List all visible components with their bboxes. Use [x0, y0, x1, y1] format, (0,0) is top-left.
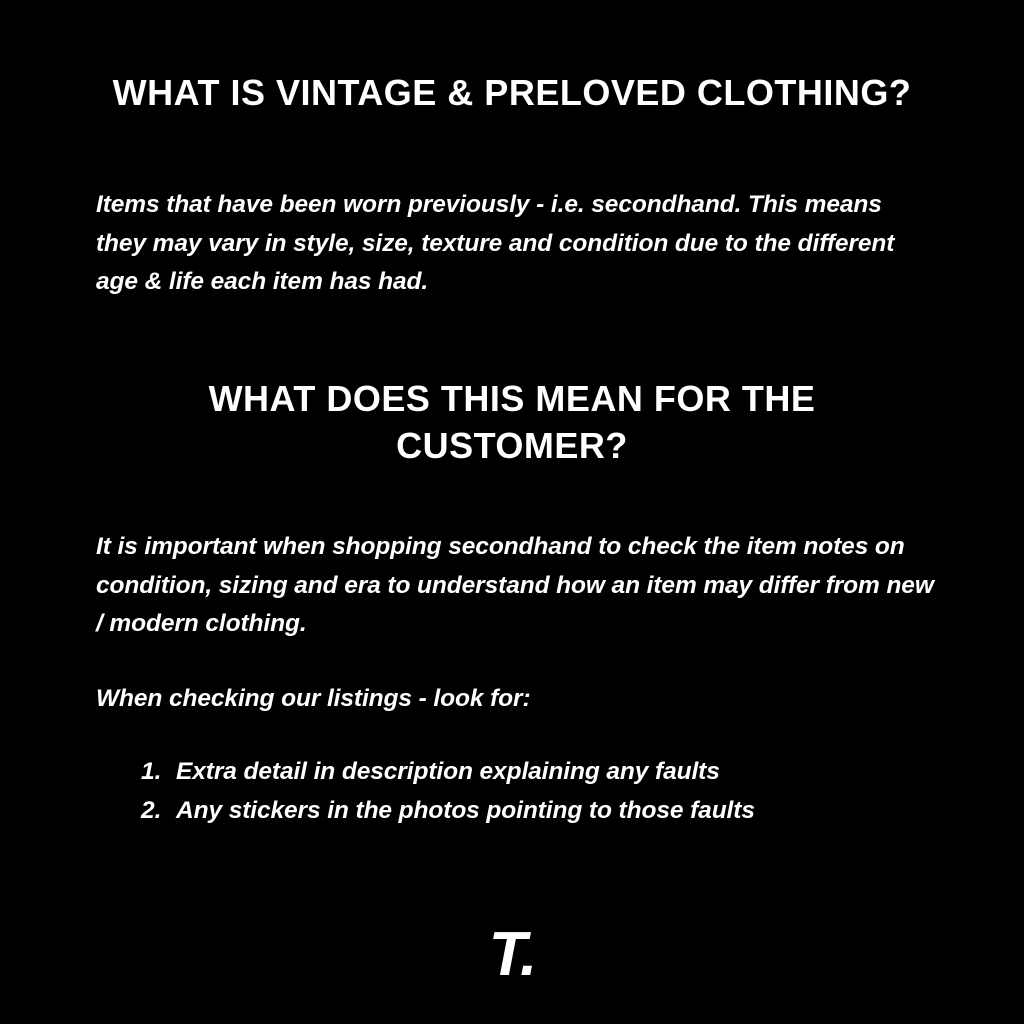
paragraph-vintage-definition: Items that have been worn previously - i.e. secondhand. This means they may vary in style, size, texture and condition due to the different age & life each item has had. — [96, 191, 895, 296]
paragraph-customer-advice: It is important when shopping secondhand to check the item notes on condition, sizing and era to understand how an item may differ from new / modern clothing. — [96, 533, 934, 638]
paragraph-look-for: When checking our listings - look for: — [96, 685, 531, 712]
checklist — [122, 752, 988, 830]
heading-what-is-vintage: WHAT IS VINTAGE & PRELOVED CLOTHING? — [112, 72, 912, 113]
brand-logo: T. — [488, 920, 536, 989]
list-item: 1. Extra detail in description explaining any faults — [168, 752, 988, 791]
list-item: 2. Any stickers in the photos pointing to those faults — [168, 791, 988, 830]
heading-what-does-this-mean: WHAT DOES THIS MEAN FOR THE CUSTOMER? — [208, 378, 816, 466]
